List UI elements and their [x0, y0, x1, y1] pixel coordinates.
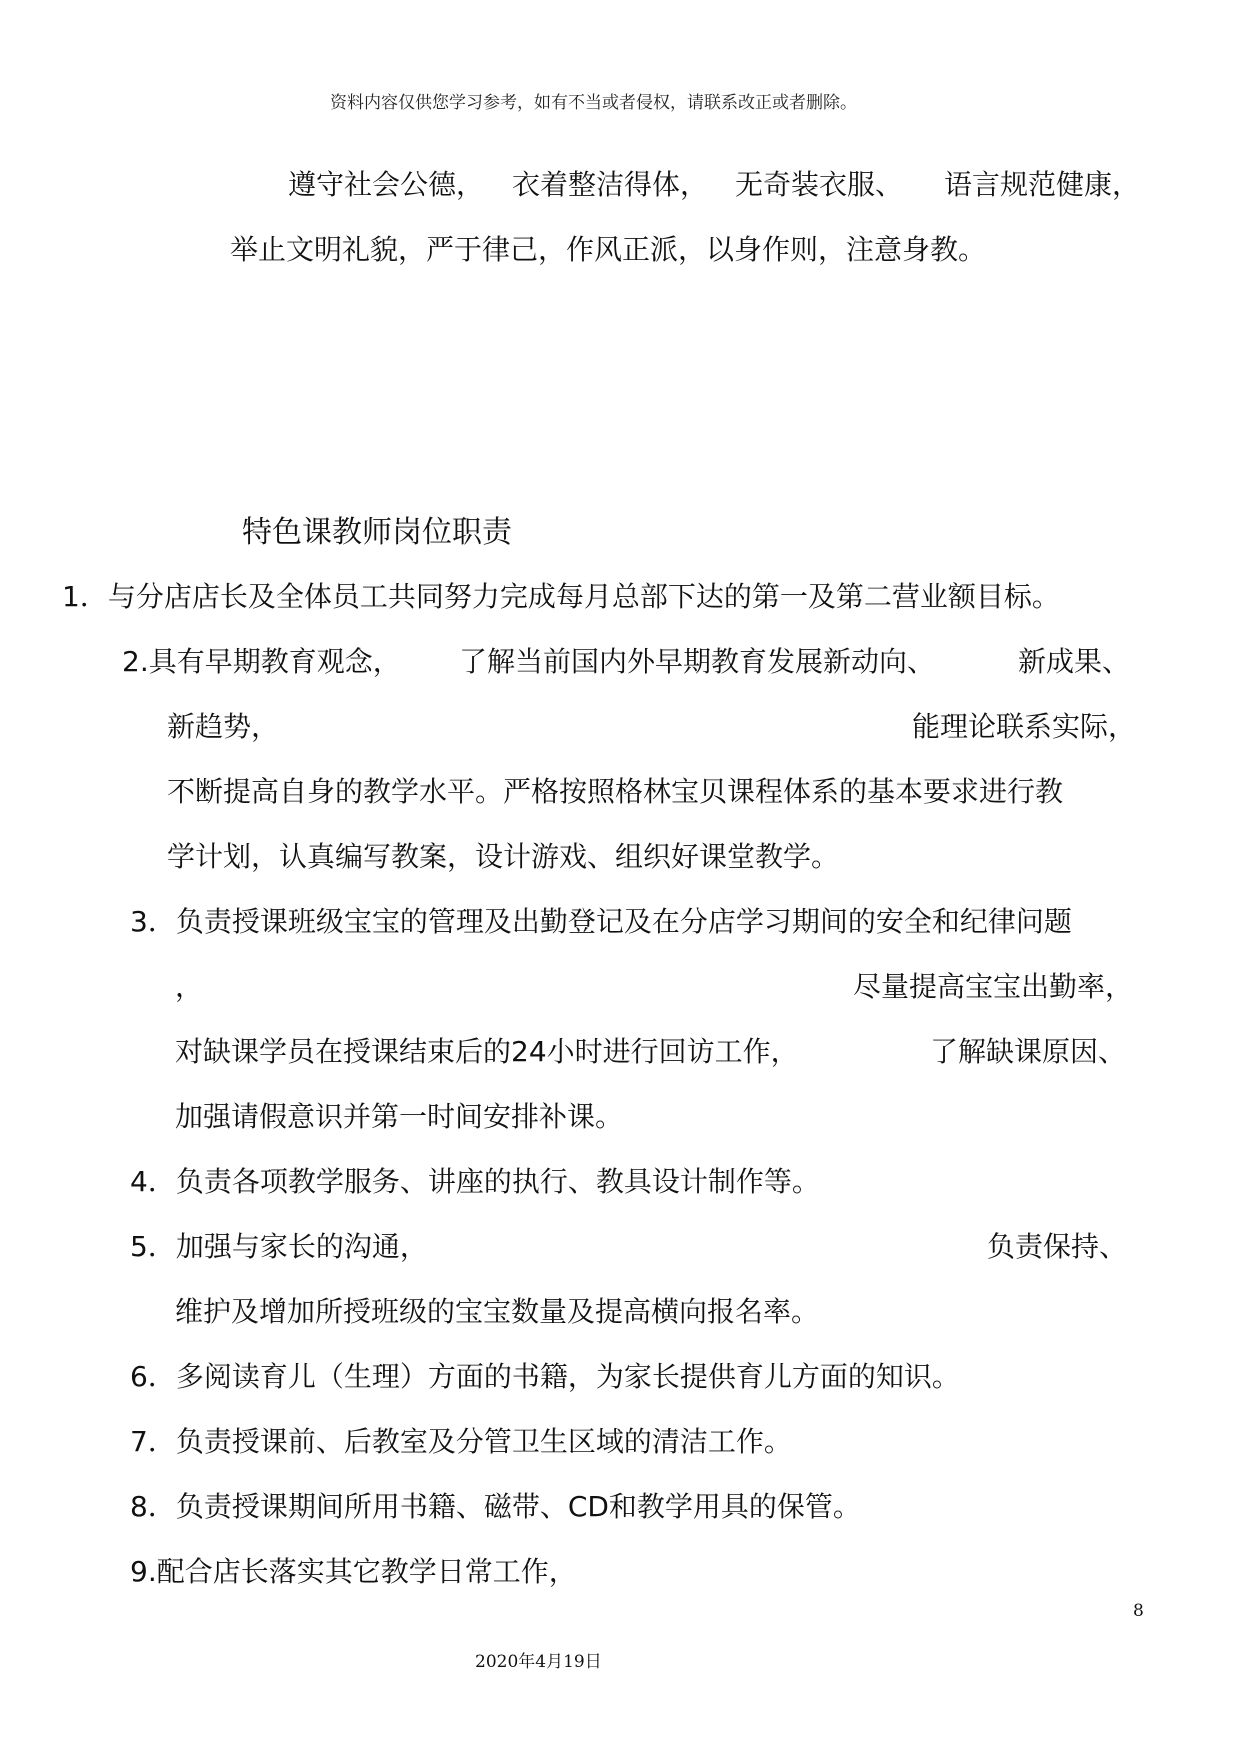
duty-3-part-2: ，	[175, 970, 204, 1003]
duty-8: 8．负责授课期间所用书籍、磁带、CD和教学用具的保管。	[130, 1490, 861, 1523]
duty-2-part-7: 学计划，认真编写教案，设计游戏、组织好课堂教学。	[167, 840, 840, 873]
duty-9: 9.配合店长落实其它教学日常工作，	[130, 1555, 577, 1588]
duty-2-part-1: 2.具有早期教育观念，	[122, 645, 401, 678]
duty-2-part-5: 能理论联系实际，	[912, 710, 1137, 743]
intro-text-3: 无奇装衣服、	[735, 168, 904, 201]
duty-3-part-5: 了解缺课原因、	[930, 1035, 1127, 1068]
duty-3-part-6: 加强请假意识并第一时间安排补课。	[175, 1100, 624, 1133]
duty-5-part-3: 维护及增加所授班级的宝宝数量及提高横向报名率。	[175, 1295, 820, 1328]
duty-4: 4．负责各项教学服务、讲座的执行、教具设计制作等。	[130, 1165, 820, 1198]
duty-1: 1．与分店店长及全体员工共同努力完成每月总部下达的第一及第二营业额目标。	[62, 580, 1060, 613]
duty-3-part-4: 对缺课学员在授课结束后的24小时进行回访工作，	[175, 1035, 799, 1068]
duty-2-part-6: 不断提高自身的教学水平。严格按照格林宝贝课程体系的基本要求进行教	[167, 775, 1064, 808]
duty-2-part-3: 新成果、	[1018, 645, 1131, 678]
duty-5-part-1: 5．加强与家长的沟通，	[130, 1230, 428, 1263]
intro-text-4: 语言规范健康，	[944, 168, 1141, 201]
footer-date: 2020年4月19日	[475, 1652, 602, 1672]
page-number: 8	[1133, 1601, 1144, 1621]
intro-text-1: 遵守社会公德，	[288, 168, 485, 201]
intro-text-2: 衣着整洁得体，	[512, 168, 709, 201]
intro-line-2: 举止文明礼貌，严于律己，作风正派，以身作则，注意身教。	[230, 233, 987, 266]
header-notice: 资料内容仅供您学习参考，如有不当或者侵权，请联系改正或者删除。	[330, 93, 857, 113]
duty-5-part-2: 负责保持、	[987, 1230, 1128, 1263]
duty-2-part-4: 新趋势，	[167, 710, 280, 743]
duty-6: 6．多阅读育儿（生理）方面的书籍，为家长提供育儿方面的知识。	[130, 1360, 960, 1393]
duty-3-part-1: 3．负责授课班级宝宝的管理及出勤登记及在分店学习期间的安全和纪律问题	[130, 905, 1072, 938]
duty-3-part-3: 尽量提高宝宝出勤率，	[853, 970, 1134, 1003]
duty-2-part-2: 了解当前国内外早期教育发展新动向、	[459, 645, 936, 678]
section-title: 特色课教师岗位职责	[242, 515, 512, 550]
duty-7: 7．负责授课前、后教室及分管卫生区域的清洁工作。	[130, 1425, 792, 1458]
